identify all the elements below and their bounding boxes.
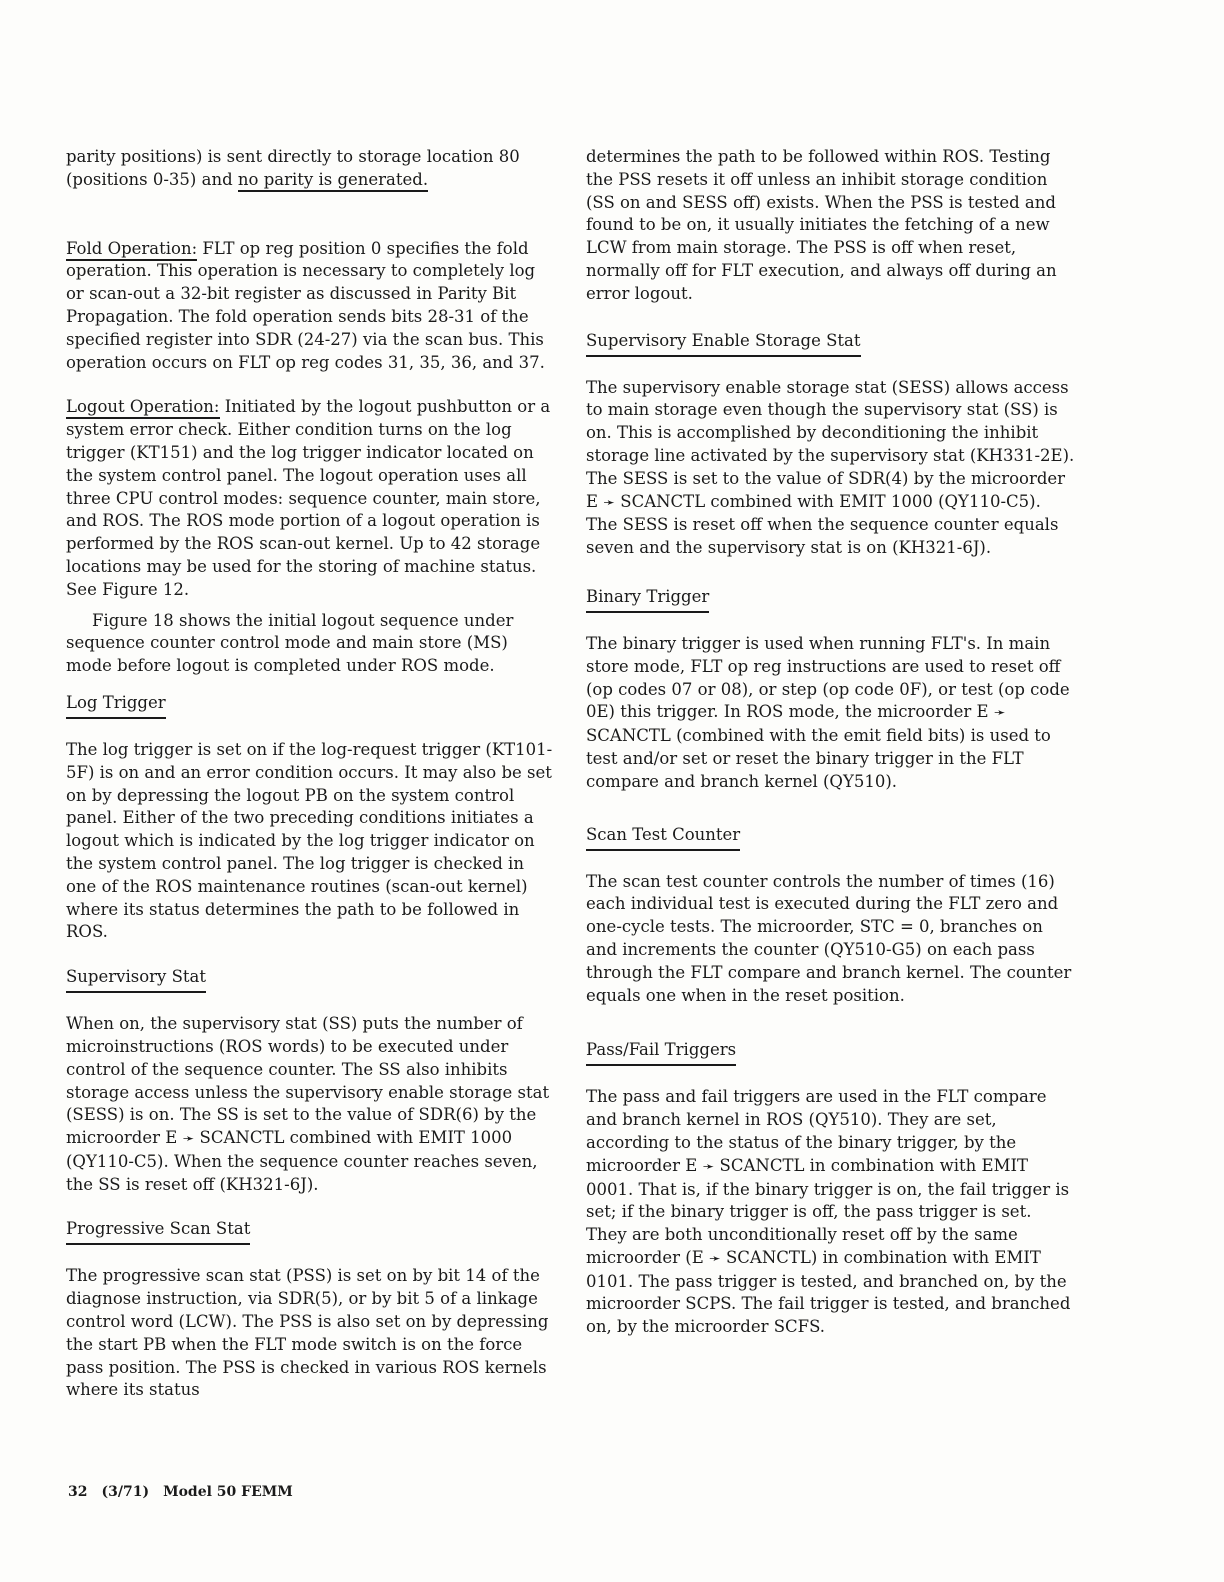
logout-paragraph (66, 396, 556, 601)
logout-label: Logout Operation: (66, 397, 220, 419)
intro-underlined-text: no parity is generated. (238, 170, 428, 192)
supervisory-stat-heading: Supervisory Stat (66, 966, 206, 993)
binary-trigger-text-b: SCANCTL (combined with the emit field bits) is used to test and/or set or reset the binary trigger in the FLT compare and branch kernel (QY510). (586, 726, 1051, 791)
log-trigger-section (66, 739, 556, 944)
arrow-icon: ➛ (603, 494, 616, 511)
fold-text: FLT op reg position 0 specifies the fold operation. This operation is necessary to completely log or scan-out a 32-bit register as discussed in Parity Bit Propagation. The fold operation sends bits 28-31 of the specified register into SDR (24-27) via the scan bus. This operation occurs on FLT op reg codes 31, 35, 36, and 37. (66, 238, 545, 372)
continuation-section (586, 146, 1076, 306)
continuation-paragraph: determines the path to be followed within ROS. Testing the PSS resets it off unless an inhibit storage condition (SS on and SESS off) exists. When the PSS is tested and found to be on, it usually initiates the fetching of a new LCW from main storage. The PSS is off when reset, normally off for FLT execution, and always off during an error logout. (586, 147, 1057, 303)
progressive-scan-section (66, 1265, 556, 1402)
binary-trigger-paragraph (586, 633, 1076, 794)
sess-text-a: The supervisory enable storage stat (SESS) allows access to main storage even though the supervisory stat (SS) is on. This is accomplished by deconditioning the inhibit storage line activated by the supervisory stat (KH331-2E). The SESS is set to the value of SDR(4) by the microorder E (586, 377, 1075, 511)
binary-trigger-heading: Binary Trigger (586, 586, 709, 613)
scan-test-section (586, 871, 1076, 1008)
log-trigger-heading: Log Trigger (66, 692, 166, 719)
progressive-scan-heading: Progressive Scan Stat (66, 1218, 250, 1245)
sess-heading: Supervisory Enable Storage Stat (586, 330, 861, 357)
logout-paragraph-2: Figure 18 shows the initial logout sequence under sequence counter control mode and main store (MS) mode before logout is completed under ROS mode. (66, 610, 514, 676)
pass-fail-text-c: SCANCTL) in combination with EMIT 0101. The pass trigger is tested, and branched on, by the microorder SCPS. The fail trigger is tested, and branched on, by the microorder SCFS. (586, 1247, 1071, 1337)
page-number: 32 (68, 1484, 88, 1500)
page-footer (68, 1484, 307, 1500)
scan-test-paragraph: The scan test counter controls the number of times (16) each individual test is executed during the FLT zero and one-cycle tests. The microorder, STC = 0, branches on and increments the counter (QY510-G5) on each pass through the FLT compare and branch kernel. The counter equals one when in the reset position. (586, 871, 1072, 1005)
logout-section (66, 396, 556, 678)
left-column (66, 146, 556, 1424)
pass-fail-text-a: The pass and fail triggers are used in the FLT compare and branch kernel in ROS (QY510). They are set, according to the status of the binary trigger, by the microorder E (586, 1087, 1047, 1175)
pass-fail-paragraph (586, 1086, 1076, 1339)
arrow-icon: ➛ (702, 1158, 715, 1175)
page-date: (3/71) (101, 1484, 150, 1500)
supervisory-stat-text-b: SCANCTL combined with EMIT 1000 (QY110-C5). When the sequence counter reaches seven, the SS is reset off (KH321-6J). (66, 1128, 538, 1194)
sess-text-b: SCANCTL combined with EMIT 1000 (QY110-C5). The SESS is reset off when the sequence counter equals seven and the supervisory stat is on (KH321-6J). (586, 491, 1059, 558)
pass-fail-heading: Pass/Fail Triggers (586, 1039, 736, 1066)
intro-text: parity positions) is sent directly to storage location 80 (positions 0-35) and (66, 147, 520, 189)
intro-paragraph (66, 146, 556, 192)
logout-text: Initiated by the logout pushbutton or a system error check. Either condition turns on the log trigger (KT151) and the log trigger indicator located on the system control panel. The logout operation uses all three CPU control modes: sequence counter, main store, and ROS. The ROS mode portion of a logout operation is performed by the ROS scan-out kernel. Up to 42 storage locations may be used for the storing of machine status. See Figure 12. (66, 397, 551, 599)
sess-section (586, 377, 1076, 560)
supervisory-stat-text-a: When on, the supervisory stat (SS) puts the number of microinstructions (ROS words) to be executed under control of the sequence counter. The SS also inhibits storage access unless the supervisory enable storage stat (SESS) is on. The SS is set to the value of SDR(6) by the microorder E (66, 1014, 550, 1148)
manual-title: Model 50 FEMM (163, 1484, 293, 1500)
pass-fail-text-b: SCANCTL in combination with EMIT 0001. That is, if the binary trigger is on, the fail trigger is set; if the binary trigger is off, the pass trigger is set. They are both unconditionally reset off by the same microorder (E (586, 1155, 1070, 1267)
scan-test-heading: Scan Test Counter (586, 824, 740, 851)
arrow-icon: ➛ (709, 1250, 721, 1267)
fold-section (66, 238, 556, 375)
intro-section (66, 146, 556, 192)
arrow-icon: ➛ (993, 705, 1006, 722)
supervisory-stat-paragraph (66, 1013, 556, 1196)
progressive-scan-paragraph: The progressive scan stat (PSS) is set on by bit 14 of the diagnose instruction, via SDR(5), or by bit 5 of a linkage control word (LCW). The PSS is also set on by depressing the start PB when the FLT mode switch is on the force pass position. The PSS is checked in various ROS kernels where its status (66, 1266, 549, 1400)
binary-trigger-text-a: The binary trigger is used when running FLT's. In main store mode, FLT op reg instructions are used to reset off (op codes 07 or 08), or step (op code 0F), or test (op code 0E) this trigger. In ROS mode, the microorder E (586, 633, 1070, 722)
binary-trigger-section (586, 633, 1076, 794)
right-column (586, 146, 1076, 1361)
arrow-icon: ➛ (182, 1131, 195, 1148)
supervisory-stat-section (66, 1013, 556, 1196)
fold-label: Fold Operation: (66, 239, 197, 261)
fold-paragraph (66, 238, 556, 375)
pass-fail-section (586, 1086, 1076, 1339)
log-trigger-paragraph: The log trigger is set on if the log-request trigger (KT101-5F) is on and an error condition occurs. It may also be set on by depressing the logout PB on the system control panel. Either of the two preceding conditions initiates a logout which is indicated by the log trigger indicator on the system control panel. The log trigger is checked in one of the ROS maintenance routines (scan-out kernel) where its status determines the path to be followed in ROS. (66, 739, 553, 942)
sess-paragraph (586, 377, 1076, 560)
